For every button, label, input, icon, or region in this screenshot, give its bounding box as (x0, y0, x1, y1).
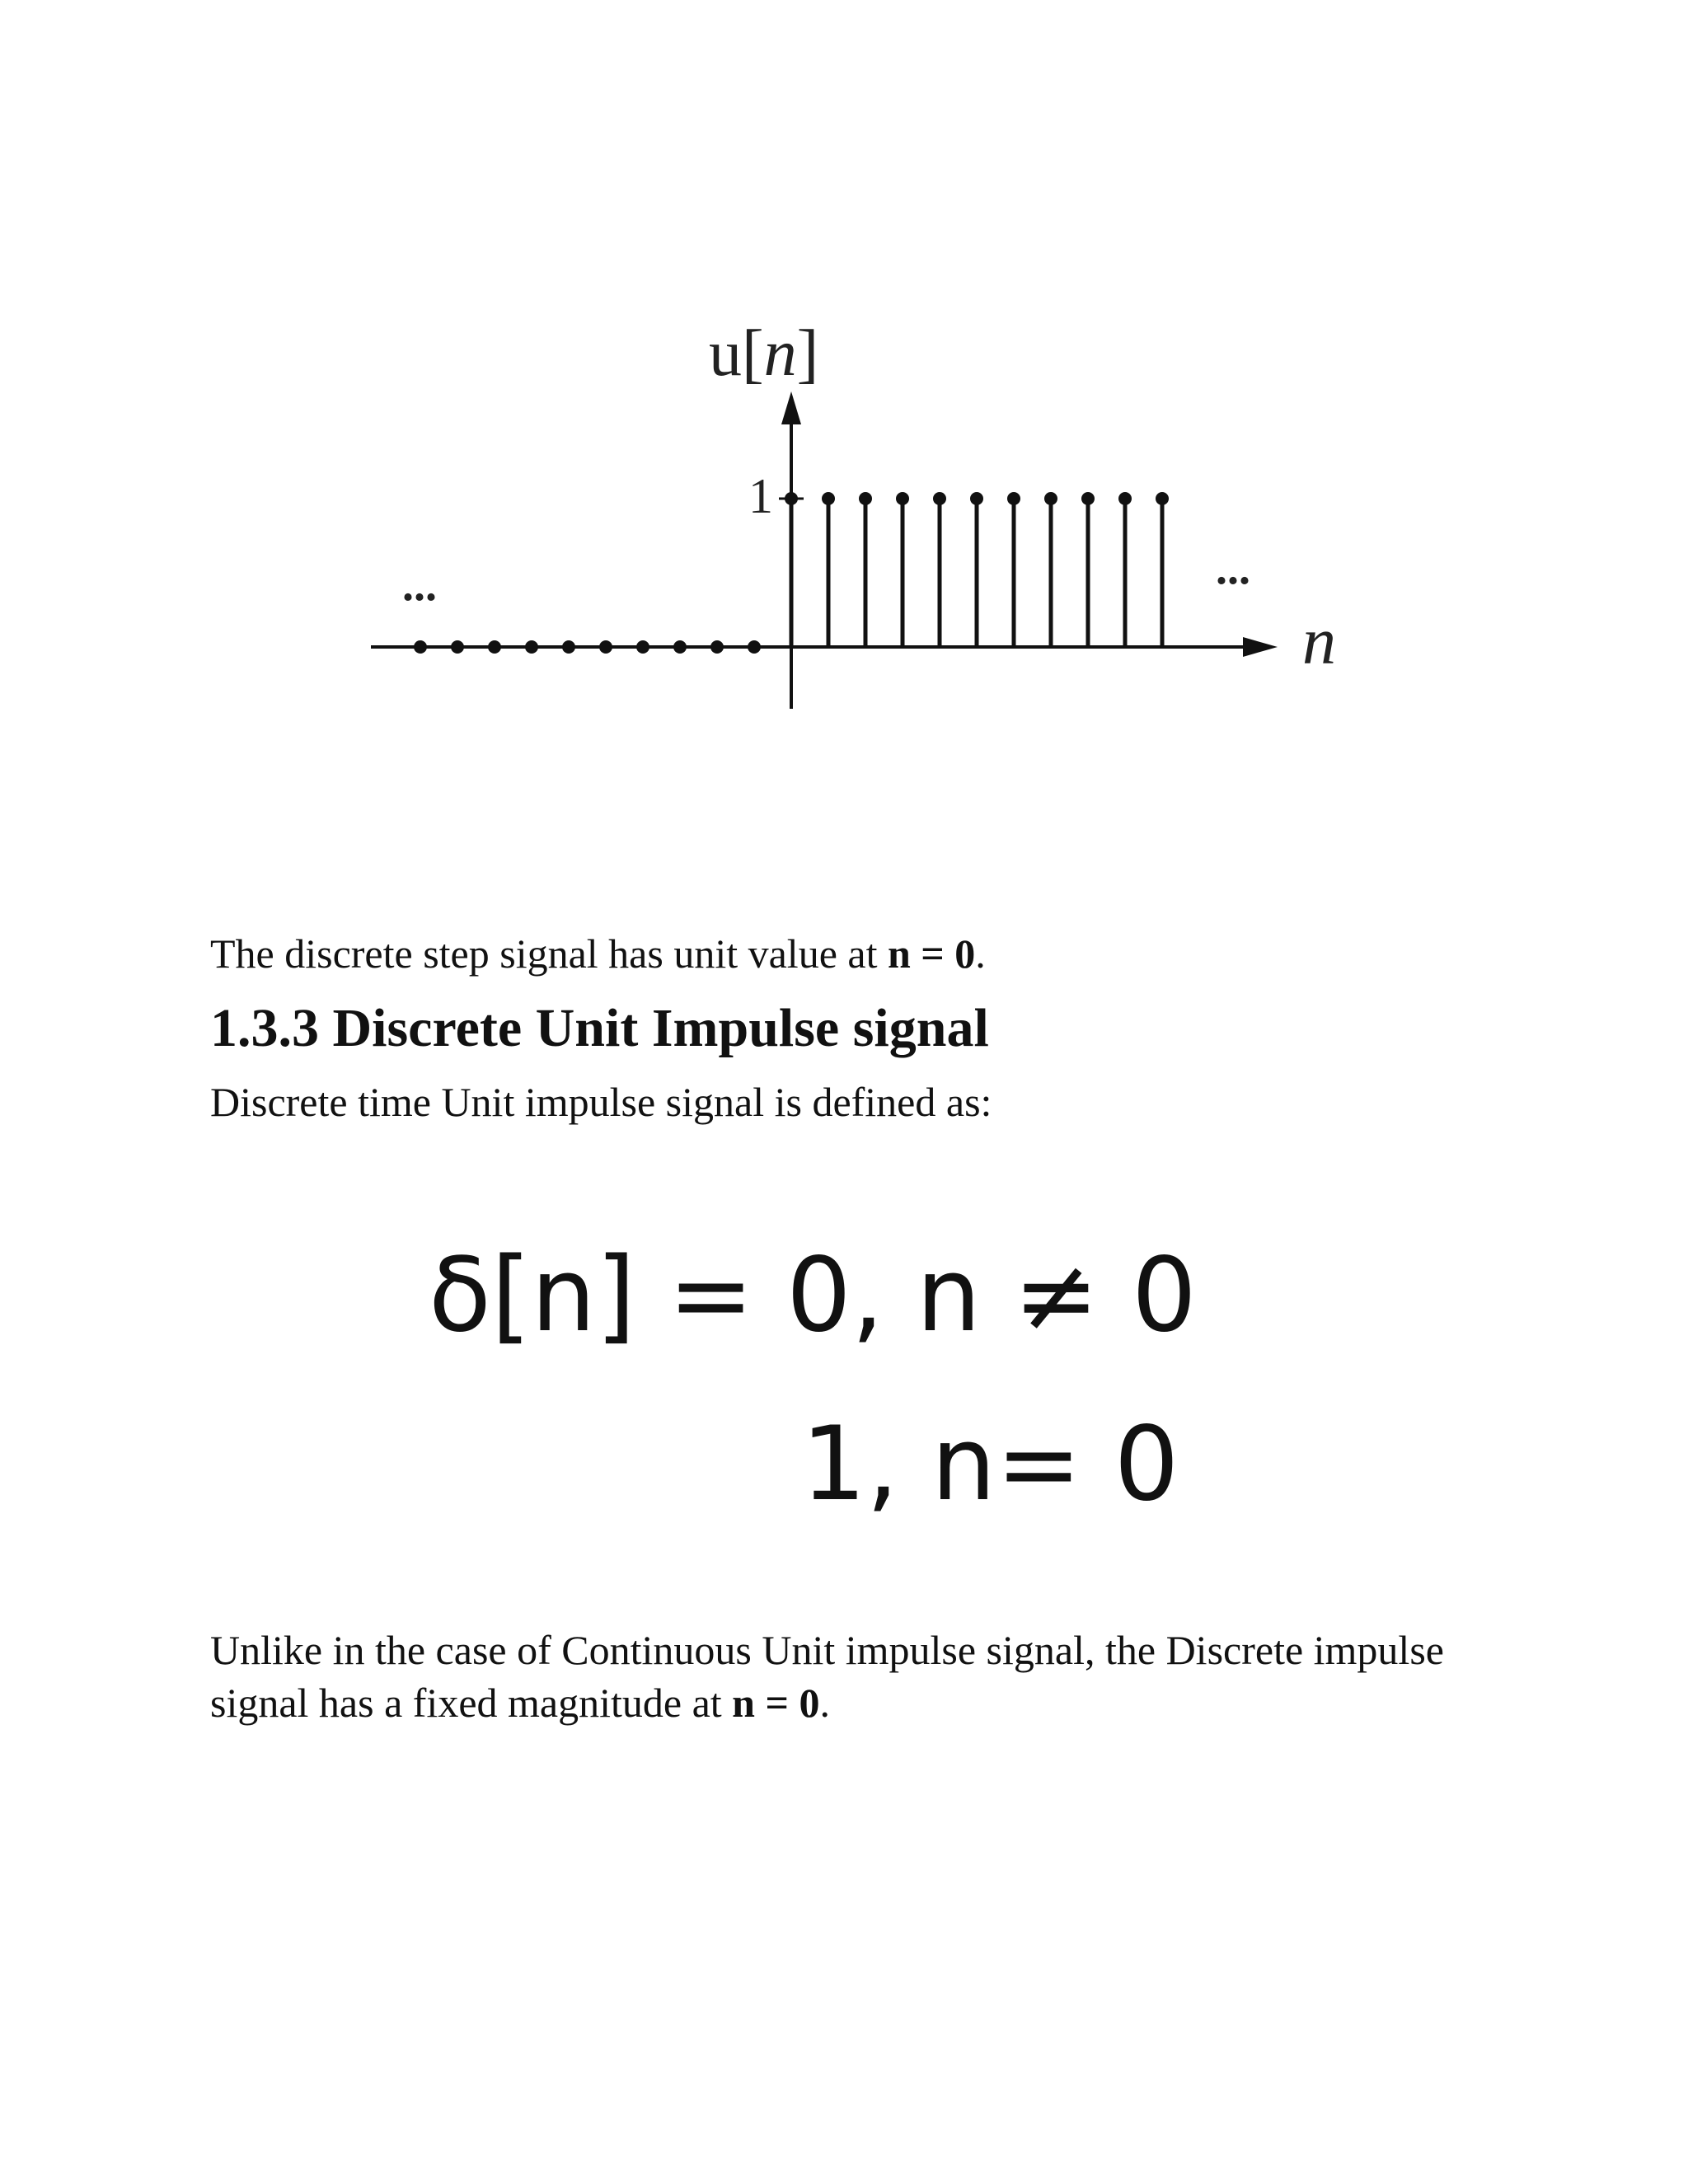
ellipsis-left: ... (402, 560, 437, 611)
section-heading: 1.3.3 Discrete Unit Impulse signal (210, 998, 989, 1058)
unit-step-figure (354, 313, 1426, 742)
x-axis-label: n (1302, 603, 1336, 678)
stem-point-n-10 (414, 640, 427, 654)
n-equals-zero-2: n = 0 (732, 1680, 820, 1726)
stem-series (414, 492, 1169, 654)
stem-point-n2 (859, 492, 872, 505)
stem-point-n0 (785, 492, 798, 505)
ellipsis-right: ... (1216, 543, 1250, 594)
y-tick-label: 1 (748, 469, 773, 523)
stem-point-n-9 (451, 640, 464, 654)
stem-point-n-1 (748, 640, 761, 654)
step-signal-paragraph: The discrete step signal has unit value at n = 0. (210, 930, 986, 977)
stem-point-n-7 (525, 640, 538, 654)
y-axis-arrow (781, 391, 801, 424)
stem-point-n-5 (599, 640, 612, 654)
stem-point-n1 (822, 492, 835, 505)
stem-point-n-2 (710, 640, 724, 654)
impulse-paragraph: Unlike in the case of Continuous Unit impulse signal, the Discrete impulse signal has a fixed magnitude at n = 0. (210, 1627, 1444, 1726)
stem-point-n5 (970, 492, 983, 505)
stem-point-n-3 (673, 640, 687, 654)
equation-line-2: 1, n= 0 (801, 1405, 1179, 1524)
stem-point-n8 (1081, 492, 1095, 505)
axes (371, 391, 1278, 709)
stem-point-n10 (1156, 492, 1169, 505)
stem-point-n-8 (488, 640, 501, 654)
stem-point-n-6 (562, 640, 575, 654)
equation-line-1: δ[n] = 0, n ≠ 0 (429, 1236, 1197, 1355)
definition-intro: Discrete time Unit impulse signal is defined as: (210, 1079, 992, 1125)
stem-point-n4 (933, 492, 946, 505)
x-axis-arrow (1243, 637, 1278, 657)
stem-point-n-4 (636, 640, 649, 654)
stem-point-n3 (896, 492, 909, 505)
n-equals-zero: n = 0 (887, 930, 976, 977)
stem-point-n9 (1118, 492, 1132, 505)
stem-point-n7 (1044, 492, 1057, 505)
stem-point-n6 (1007, 492, 1020, 505)
y-axis-label: u[n] (709, 317, 819, 390)
